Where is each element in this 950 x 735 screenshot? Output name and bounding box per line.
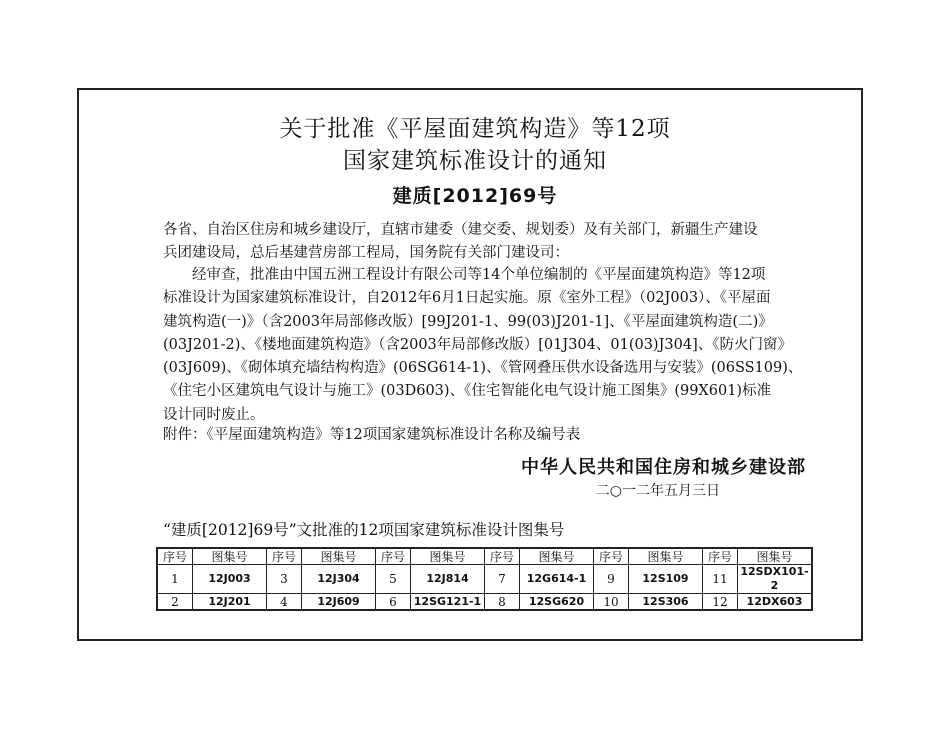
- cell-code: 12S109: [629, 565, 703, 594]
- cell-code: 12SG121-1: [411, 594, 485, 611]
- body-line: 经审查，批准由中国五洲工程设计有限公司等14个单位编制的《平屋面建筑构造》等12项: [163, 267, 766, 283]
- cell-no: 2: [157, 594, 193, 611]
- table-header-row: [157, 548, 812, 565]
- atlas-code-table: [156, 547, 813, 611]
- cell-code: 12J609: [302, 594, 376, 611]
- cell-no: 6: [376, 594, 411, 611]
- cell-no: 1: [157, 565, 193, 594]
- document-number: 建质[2012]69号: [392, 185, 558, 207]
- attachment-note: 附件：《平屋面建筑构造》等12项国家建筑标准设计名称及编号表: [163, 427, 581, 443]
- header-cell-code: 图集号: [302, 548, 376, 565]
- header-cell-no: 序号: [157, 548, 193, 565]
- cell-code: 12SG620: [520, 594, 594, 611]
- body-line: 标准设计为国家建筑标准设计，自2012年6月1日起实施。原《室外工程》（02J003）、《平屋面: [163, 290, 771, 307]
- table-row: [157, 594, 812, 611]
- table-row: [157, 565, 812, 594]
- cell-no: 11: [703, 565, 738, 594]
- header-cell-no: 序号: [703, 548, 738, 565]
- cell-code: 12DX603: [738, 594, 813, 611]
- recipients-line: 各省、自治区住房和城乡建设厅，直辖市建委（建交委、规划委）及有关部门，新疆生产建设: [163, 222, 758, 238]
- issuer-name: 中华人民共和国住房和城乡建设部: [521, 457, 806, 478]
- header-cell-no: 序号: [267, 548, 302, 565]
- cell-code: 12SDX101-2: [738, 565, 813, 594]
- header-cell-no: 序号: [485, 548, 520, 565]
- cell-code: 12J814: [411, 565, 485, 594]
- issue-date: 二○一二年五月三日: [595, 483, 720, 499]
- recipients-line: 兵团建设局，总后基建营房部工程局，国务院有关部门建设司：: [163, 245, 569, 262]
- cell-no: 12: [703, 594, 738, 611]
- cell-code: 12S306: [629, 594, 703, 611]
- cell-code: 12J003: [193, 565, 267, 594]
- cell-no: 10: [594, 594, 629, 611]
- body-line: 建筑构造(一)》（含2003年局部修改版）[99J201-1、99(03)J201-1]、《平屋面建筑构造(二)》: [163, 313, 773, 330]
- table-caption: “建质[2012]69号”文批准的12项国家建筑标准设计图集号: [163, 521, 565, 539]
- header-cell-code: 图集号: [629, 548, 703, 565]
- cell-no: 9: [594, 565, 629, 594]
- cell-no: 5: [376, 565, 411, 594]
- notice-title-line2: 国家建筑标准设计的通知: [343, 148, 607, 174]
- cell-no: 8: [485, 594, 520, 611]
- cell-code: 12J304: [302, 565, 376, 594]
- header-cell-code: 图集号: [520, 548, 594, 565]
- notice-title-line1: 关于批准《平屋面建筑构造》等12项: [279, 116, 671, 142]
- cell-code: 12J201: [193, 594, 267, 611]
- recipients: [163, 219, 758, 266]
- header-cell-code: 图集号: [411, 548, 485, 565]
- cell-no: 4: [267, 594, 302, 611]
- header-cell-code: 图集号: [193, 548, 267, 565]
- header-cell-no: 序号: [376, 548, 411, 565]
- body-line: (03J609)、《砌体填充墙结构构造》(06SG614-1)、《管网叠压供水设备选用与安装》(06SS109)、: [163, 360, 803, 377]
- body-line: 《住宅小区建筑电气设计与施工》(03D603)、《住宅智能化电气设计施工图集》(99X601)标准: [163, 383, 772, 400]
- cell-no: 7: [485, 565, 520, 594]
- body-line: 设计同时废止。: [163, 406, 265, 423]
- body-line: (03J201-2)、《楼地面建筑构造》（含2003年局部修改版）[01J304、01(03)J304]、《防火门窗》: [163, 336, 792, 353]
- cell-code: 12G614-1: [520, 565, 594, 594]
- header-cell-code: 图集号: [738, 548, 813, 565]
- notice-body: [163, 264, 802, 427]
- header-cell-no: 序号: [594, 548, 629, 565]
- cell-no: 3: [267, 565, 302, 594]
